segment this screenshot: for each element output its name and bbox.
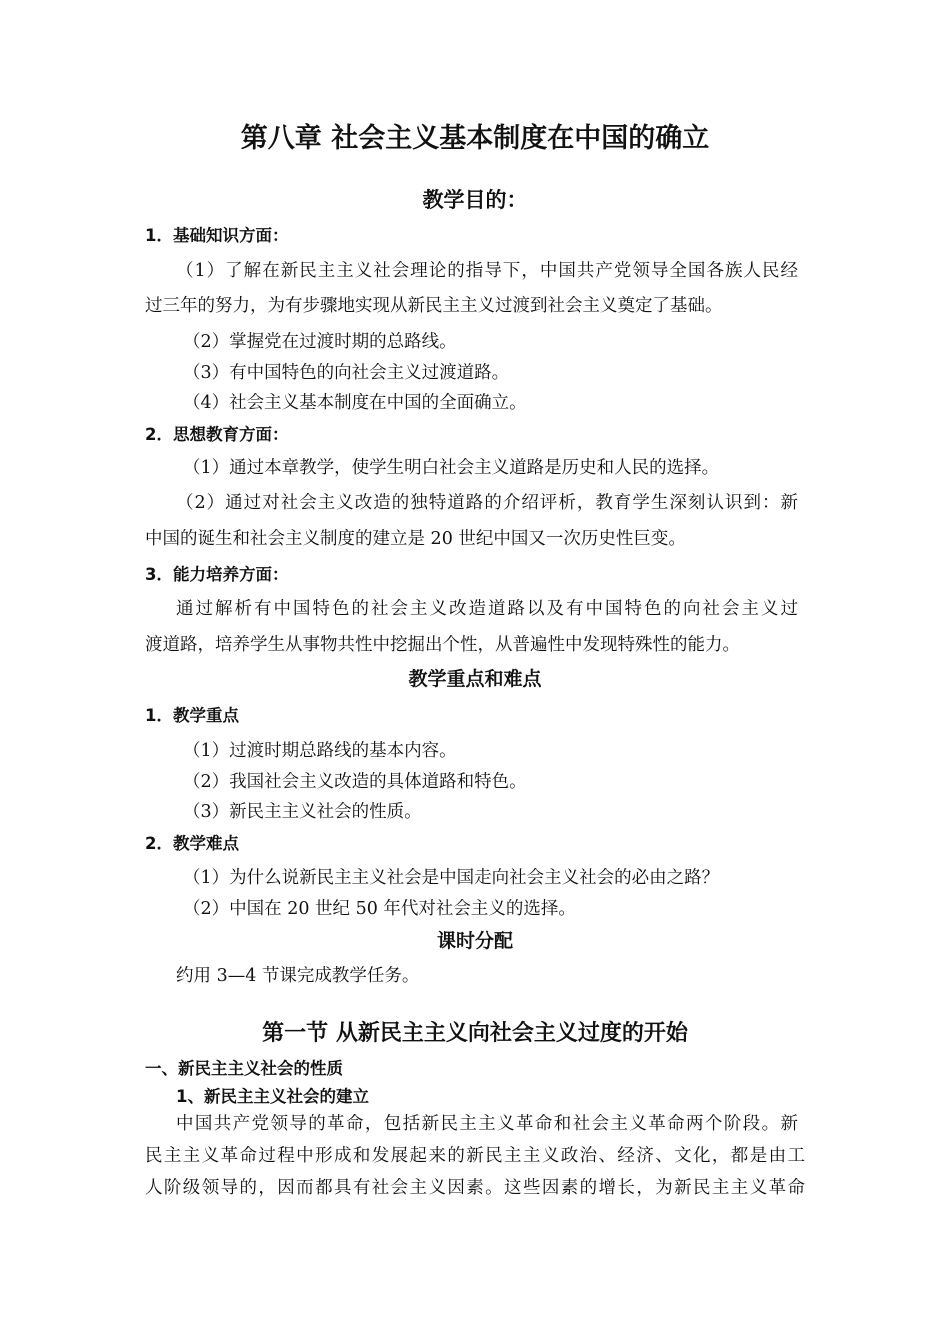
key-point-2: （2）我国社会主义改造的具体道路和特色。 <box>183 772 527 792</box>
hours-text: 约用 3—4 节课完成教学任务。 <box>176 966 420 986</box>
section1-body-line3: 人阶级领导的，因而都具有社会主义因素。这些因素的增长，为新民主主义革命 <box>145 1178 805 1198</box>
ideology-p1: （1）通过本章教学，使学生明白社会主义道路是历史和人民的选择。 <box>183 458 720 478</box>
knowledge-heading: 1．基础知识方面： <box>145 226 289 245</box>
key-point-1: （1）过渡时期总路线的基本内容。 <box>183 741 457 761</box>
ideology-heading: 2．思想教育方面： <box>145 425 289 444</box>
knowledge-p3: （3）有中国特色的向社会主义过渡道路。 <box>183 363 510 383</box>
chapter-title: 第八章 社会主义基本制度在中国的确立 <box>240 123 710 154</box>
knowledge-p2: （2）掌握党在过渡时期的总路线。 <box>183 332 457 352</box>
section1-body-line1: 中国共产党领导的革命，包括新民主主义革命和社会主义革命两个阶段。新 <box>176 1114 798 1134</box>
difficult-point-2: （2）中国在 20 世纪 50 年代对社会主义的选择。 <box>183 899 576 919</box>
knowledge-p1-line1: （1）了解在新民主主义社会理论的指导下，中国共产党领导全国各族人民经 <box>176 261 798 281</box>
focus-heading: 教学重点和难点 <box>408 668 542 690</box>
section1-sub1: 一、新民主主义社会的性质 <box>145 1059 343 1078</box>
knowledge-p4: （4）社会主义基本制度在中国的全面确立。 <box>183 393 527 413</box>
hours-heading: 课时分配 <box>436 930 513 952</box>
ideology-p2-line1: （2）通过对社会主义改造的独特道路的介绍评析，教育学生深刻认识到：新 <box>176 493 798 513</box>
ideology-p2-line2: 中国的诞生和社会主义制度的建立是 20 世纪中国又一次历史性巨变。 <box>145 529 686 549</box>
objectives-heading: 教学目的： <box>422 188 528 212</box>
knowledge-p1-line2: 过三年的努力，为有步骤地实现从新民主主义过渡到社会主义奠定了基础。 <box>145 296 723 316</box>
section1-sub1-1: 1、新民主主义社会的建立 <box>176 1087 369 1106</box>
key-points-heading: 1．教学重点 <box>145 706 239 725</box>
section1-title: 第一节 从新民主主义向社会主义过度的开始 <box>262 1021 688 1046</box>
ability-line2: 渡道路，培养学生从事物共性中挖掘出个性，从普遍性中发现特殊性的能力。 <box>145 635 740 655</box>
key-point-3: （3）新民主主义社会的性质。 <box>183 802 422 822</box>
ability-line1: 通过解析有中国特色的社会主义改造道路以及有中国特色的向社会主义过 <box>176 599 798 619</box>
ability-heading: 3．能力培养方面： <box>145 565 289 584</box>
difficult-point-1: （1）为什么说新民主主义社会是中国走向社会主义社会的必由之路？ <box>183 868 720 888</box>
section1-body-line2: 民主主义革命过程中形成和发展起来的新民主主义政治、经济、文化，都是由工 <box>145 1146 805 1166</box>
difficult-points-heading: 2．教学难点 <box>145 834 239 853</box>
